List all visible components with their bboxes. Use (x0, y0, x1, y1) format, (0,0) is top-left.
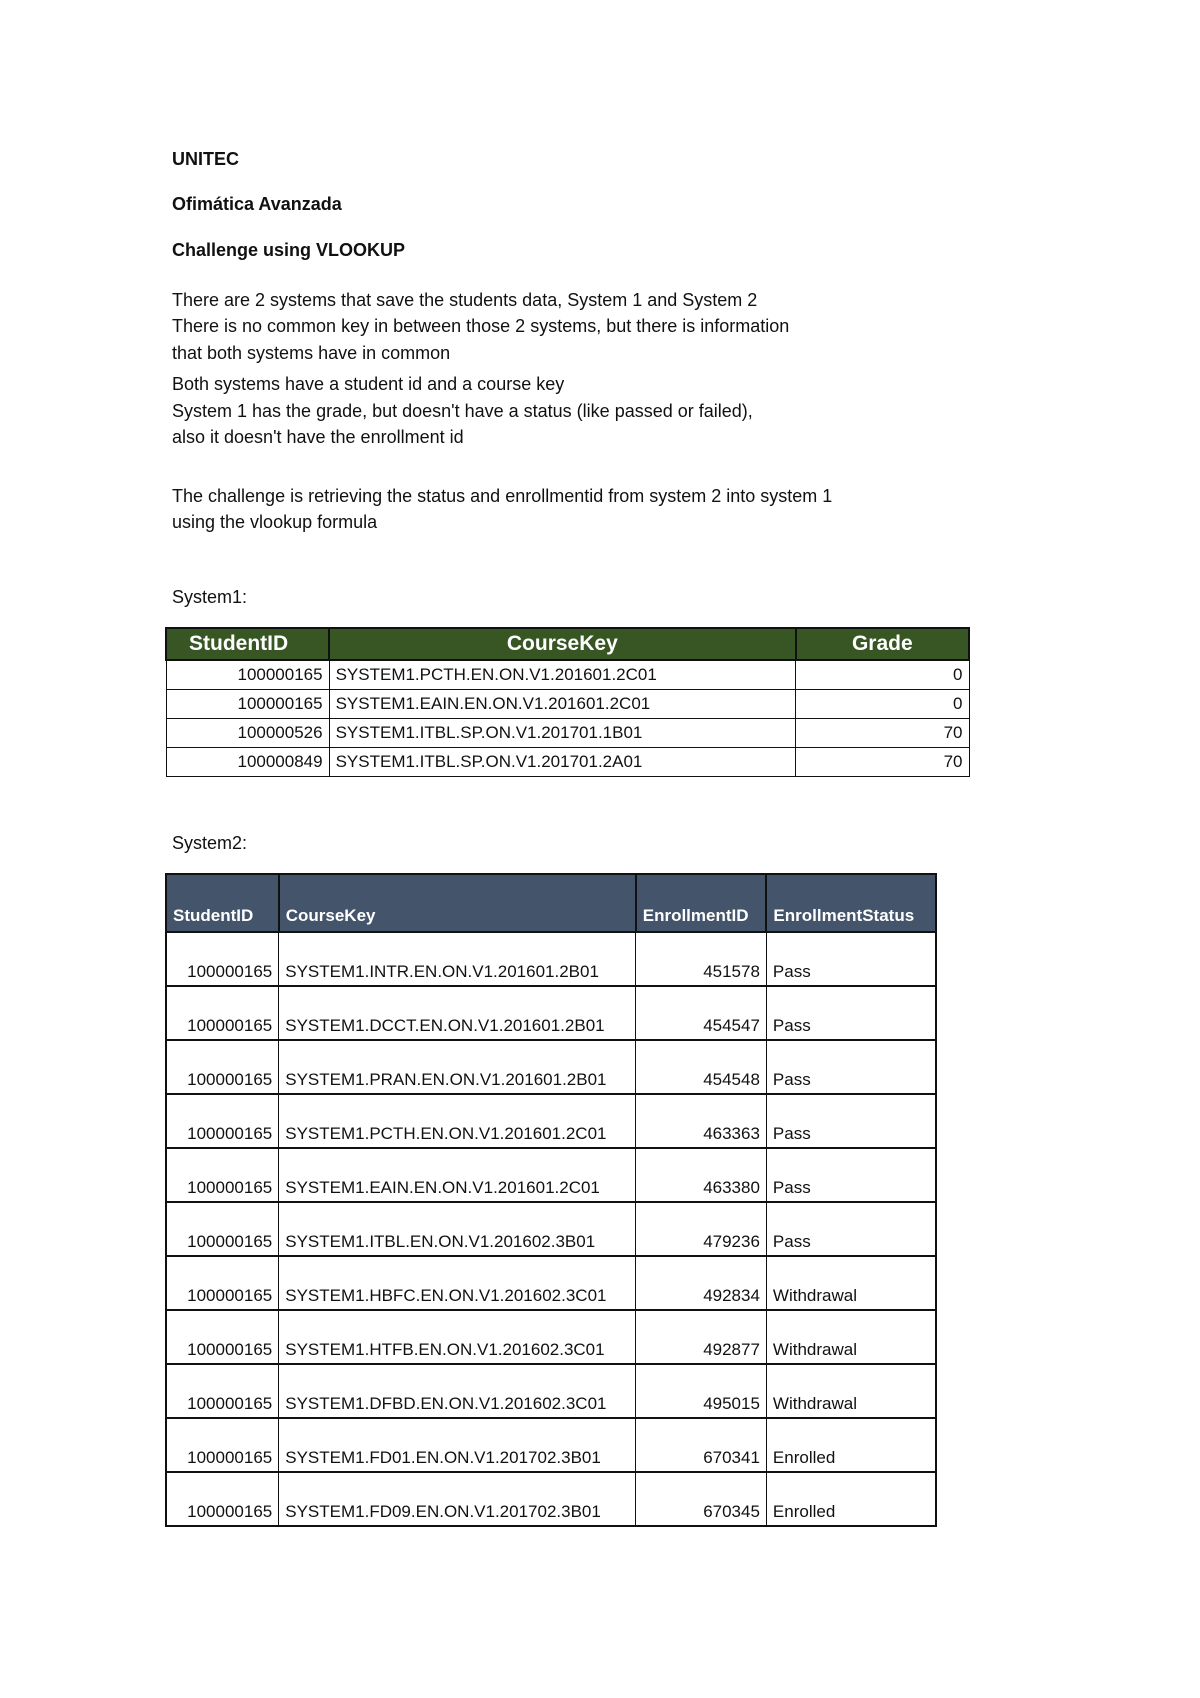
course-key-cell: SYSTEM1.ITBL.SP.ON.V1.201701.2A01 (329, 748, 796, 777)
intro-line: Both systems have a student id and a course key (172, 374, 565, 394)
table-row (166, 986, 936, 1040)
enrollment-status-cell: Withdrawal (766, 1310, 936, 1364)
student-id-cell: 100000165 (166, 1256, 279, 1310)
column-header-studentid: StudentID (166, 874, 279, 932)
table-row (166, 1148, 936, 1202)
enrollment-status-cell: Enrolled (766, 1472, 936, 1526)
table-row (166, 1202, 936, 1256)
enrollment-status-cell: Pass (766, 1040, 936, 1094)
org-name: UNITEC (172, 149, 239, 169)
enrollment-id-cell: 492877 (636, 1310, 767, 1364)
grade-cell: 0 (796, 660, 969, 690)
intro-line: that both systems have in common (172, 343, 451, 363)
enrollment-id-cell: 451578 (636, 932, 767, 986)
table-row (166, 1256, 936, 1310)
system2-label: System2: (172, 833, 248, 853)
challenge-line: using the vlookup formula (172, 512, 378, 532)
enrollment-id-cell: 454548 (636, 1040, 767, 1094)
table-row (166, 1040, 936, 1094)
student-id-cell: 100000165 (166, 932, 279, 986)
course-key-cell: SYSTEM1.DFBD.EN.ON.V1.201602.3C01 (279, 1364, 636, 1418)
table-row (166, 1472, 936, 1526)
column-header-coursekey: CourseKey (279, 874, 636, 932)
course-key-cell: SYSTEM1.PCTH.EN.ON.V1.201601.2C01 (329, 660, 796, 690)
student-id-cell: 100000165 (166, 986, 279, 1040)
grade-cell: 0 (796, 690, 969, 719)
table-row (166, 748, 969, 777)
system2-table (165, 873, 937, 1527)
table-row (166, 932, 936, 986)
enrollment-status-cell: Withdrawal (766, 1256, 936, 1310)
table-row (166, 1310, 936, 1364)
enrollment-id-cell: 463380 (636, 1148, 767, 1202)
column-header-studentid: StudentID (166, 628, 329, 660)
enrollment-status-cell: Pass (766, 1094, 936, 1148)
table-row (166, 660, 969, 690)
course-key-cell: SYSTEM1.HTFB.EN.ON.V1.201602.3C01 (279, 1310, 636, 1364)
student-id-cell: 100000165 (166, 1094, 279, 1148)
enrollment-id-cell: 495015 (636, 1364, 767, 1418)
student-id-cell: 100000165 (166, 690, 329, 719)
intro-line: System 1 has the grade, but doesn't have a status (like passed or failed), (172, 401, 753, 421)
course-key-cell: SYSTEM1.ITBL.EN.ON.V1.201602.3B01 (279, 1202, 636, 1256)
enrollment-id-cell: 463363 (636, 1094, 767, 1148)
student-id-cell: 100000849 (166, 748, 329, 777)
course-name: Ofimática Avanzada (172, 194, 342, 214)
enrollment-status-cell: Pass (766, 932, 936, 986)
intro-line: There is no common key in between those 2 systems, but there is information (172, 316, 790, 336)
student-id-cell: 100000165 (166, 1040, 279, 1094)
enrollment-status-cell: Enrolled (766, 1418, 936, 1472)
student-id-cell: 100000165 (166, 1310, 279, 1364)
enrollment-status-cell: Withdrawal (766, 1364, 936, 1418)
course-key-cell: SYSTEM1.PCTH.EN.ON.V1.201601.2C01 (279, 1094, 636, 1148)
student-id-cell: 100000526 (166, 719, 329, 748)
enrollment-status-cell: Pass (766, 1202, 936, 1256)
course-key-cell: SYSTEM1.EAIN.EN.ON.V1.201601.2C01 (329, 690, 796, 719)
table-header-row (166, 628, 969, 660)
grade-cell: 70 (796, 748, 969, 777)
system2-table-body (166, 932, 936, 1526)
table-row (166, 1364, 936, 1418)
course-key-cell: SYSTEM1.FD01.EN.ON.V1.201702.3B01 (279, 1418, 636, 1472)
course-key-cell: SYSTEM1.FD09.EN.ON.V1.201702.3B01 (279, 1472, 636, 1526)
student-id-cell: 100000165 (166, 660, 329, 690)
table-row (166, 690, 969, 719)
course-key-cell: SYSTEM1.INTR.EN.ON.V1.201601.2B01 (279, 932, 636, 986)
system1-table (165, 627, 970, 777)
column-header-enrollmentid: EnrollmentID (636, 874, 767, 932)
course-key-cell: SYSTEM1.HBFC.EN.ON.V1.201602.3C01 (279, 1256, 636, 1310)
intro-line: also it doesn't have the enrollment id (172, 427, 464, 447)
enrollment-id-cell: 670345 (636, 1472, 767, 1526)
table-row (166, 1418, 936, 1472)
course-key-cell: SYSTEM1.PRAN.EN.ON.V1.201601.2B01 (279, 1040, 636, 1094)
student-id-cell: 100000165 (166, 1364, 279, 1418)
table-header-row (166, 874, 936, 932)
student-id-cell: 100000165 (166, 1202, 279, 1256)
system1-label: System1: (172, 587, 248, 607)
column-header-enrollmentstatus: EnrollmentStatus (766, 874, 936, 932)
challenge-line: The challenge is retrieving the status and enrollmentid from system 2 into system 1 (172, 486, 833, 506)
course-key-cell: SYSTEM1.ITBL.SP.ON.V1.201701.1B01 (329, 719, 796, 748)
enrollment-status-cell: Pass (766, 1148, 936, 1202)
column-header-coursekey: CourseKey (329, 628, 796, 660)
enrollment-id-cell: 454547 (636, 986, 767, 1040)
course-key-cell: SYSTEM1.DCCT.EN.ON.V1.201601.2B01 (279, 986, 636, 1040)
enrollment-id-cell: 479236 (636, 1202, 767, 1256)
document-title: Challenge using VLOOKUP (172, 240, 406, 260)
course-key-cell: SYSTEM1.EAIN.EN.ON.V1.201601.2C01 (279, 1148, 636, 1202)
column-header-grade: Grade (796, 628, 969, 660)
intro-line: There are 2 systems that save the students data, System 1 and System 2 (172, 290, 758, 310)
student-id-cell: 100000165 (166, 1472, 279, 1526)
enrollment-id-cell: 492834 (636, 1256, 767, 1310)
enrollment-status-cell: Pass (766, 986, 936, 1040)
student-id-cell: 100000165 (166, 1418, 279, 1472)
enrollment-id-cell: 670341 (636, 1418, 767, 1472)
table-row (166, 1094, 936, 1148)
student-id-cell: 100000165 (166, 1148, 279, 1202)
table-row (166, 719, 969, 748)
grade-cell: 70 (796, 719, 969, 748)
